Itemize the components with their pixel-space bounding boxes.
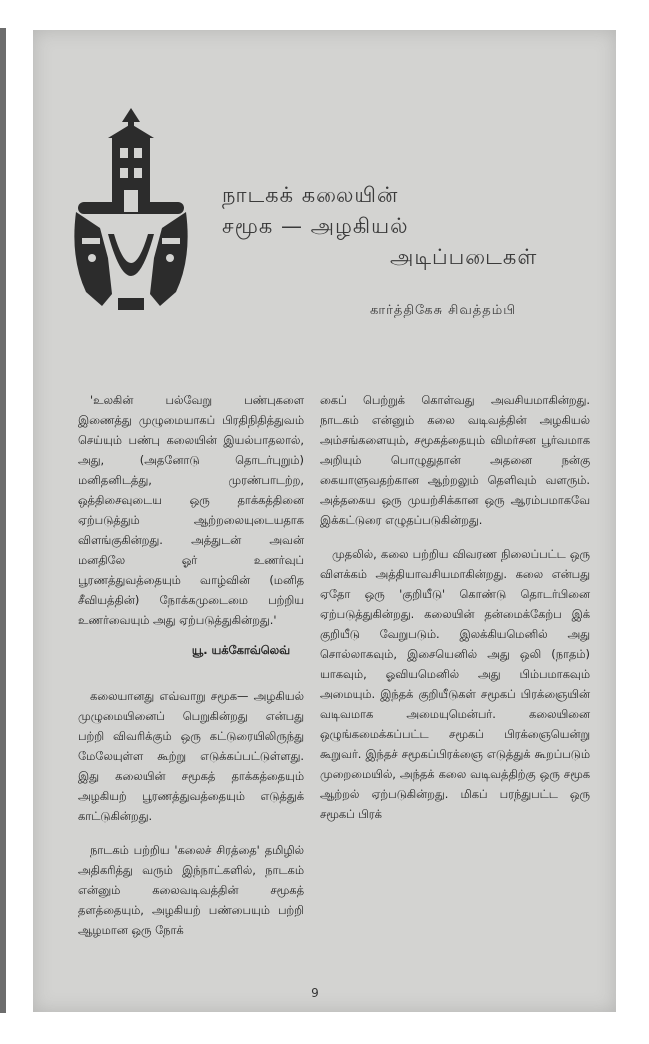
- body-paragraph: முதலில், கலை பற்றிய விவரண நிலைப்பட்ட ஒரு விளக்கம் அத்தியாவசியமாகின்றது. கலை என்பது ஏதோ ஒரு 'குறியீடு' கொண்டு தொடர்பினை ஏற்படுத்துகின்றது. கலையின் தன்மைக்கேற்ப இக் குறியீடு வேறுபடும். இலக்கியமெனில் அது சொல்லாகவும், இசையெனில் அது ஒலி (நாதம்) யாகவும், ஓவியமெனில் அது பிம்பமாகவும் அமையும். இந்தக் குறியீடுகள் சமூகப் பிரக்ஞையின் வடிவமாக அமையுமென்பர். கலையினை ஒழுங்கமைக்கப்பட்ட சமூகப் பிரக்ஞையென்று கூறுவர். இந்தச் சமூகப்பிரக்ஞை எடுத்துக் கூறப்படும் முறைமையில், அந்தக் கலை வடிவத்திற்கு ஒரு சமூக ஆற்றல் ஏற்படுகின்றது. மிகப் பரந்துபட்ட ஒரு சமூகப் பிரக்: [320, 547, 590, 821]
- epigraph-quote: 'உலகின் பல்வேறு பண்புகளை இணைத்து முழுமையாகப் பிரதிநிதித்துவம் செய்யும் பண்பு கலையின் இயல்பாதலால், அது, (அதனோடு தொடர்புறும்) மனிதனிடத்து, முரண்பாடற்ற, ஒத்திசைவுடைய ஒரு தாக்கத்தினை ஏற்படுத்தும் ஆற்றலையுடையதாக விளங்குகின்றது. அத்துடன் அவன் மனதிலே ஓர் உணர்வுப் பூரணத்துவத்தையும் வாழ்வின் (மனித சீவியத்தின்) நோக்கமுடைமை பற்றிய உணர்வையும் அது ஏற்படுத்துகின்றது.': [78, 393, 304, 627]
- page-number: 9: [311, 986, 319, 1000]
- quote-attribution: யூ. யக்கோவ்லெவ்: [191, 643, 290, 657]
- body-paragraph: கலையானது எவ்வாறு சமூக— அழகியல் முழுமையினைப் பெறுகின்றது என்பது பற்றி விவரிக்கும் ஒரு கட்டுரையிலிருந்து மேலேயுள்ள கூற்று எடுக்கப்பட்டுள்ளது. இது கலையின் சமூகத் தாக்கத்தையும் அழகியற் பூரணத்துவத்தையும் எடுத்துக் காட்டுகின்றது.: [78, 689, 304, 823]
- body-paragraph: கைப் பெற்றுக் கொள்வது அவசியமாகின்றது. நாடகம் என்னும் கலை வடிவத்தின் அழகியல் அம்சங்களையும், சமூகத்தையும் விமர்சன பூர்வமாக அறியும் பொழுதுதான் அதனை நன்கு கையாளுவதற்கான ஆற்றலும் தெளிவும் வளரும். அத்தகைய ஒரு முயற்சிக்கான ஒரு ஆரம்பமாகவே இக்கட்டுரை எழுதப்படுகின்றது.: [320, 393, 590, 527]
- title-line-2: சமூக — அழகியல்: [222, 214, 409, 238]
- title-line-1: நாடகக் கலையின்: [222, 183, 399, 207]
- right-column: [320, 390, 590, 838]
- left-column: [78, 390, 304, 954]
- body-paragraph: நாடகம் பற்றிய 'கலைச் சிரத்தை' தமிழில் அதிகரித்து வரும் இந்நாட்களில், நாடகம் என்னும் கலைவடிவத்தின் சமூகத் தளத்தையும், அழகியற் பண்பையும் பற்றி ஆழமான ஒரு நோக்: [78, 843, 304, 937]
- title-line-3: அடிப்படைகள்: [390, 245, 538, 269]
- article-title: [222, 180, 582, 273]
- adjacent-page-edge: [0, 28, 6, 1013]
- theatre-emblem-icon: [68, 108, 194, 316]
- author-name: கார்த்திகேசு சிவத்தம்பி: [370, 303, 517, 318]
